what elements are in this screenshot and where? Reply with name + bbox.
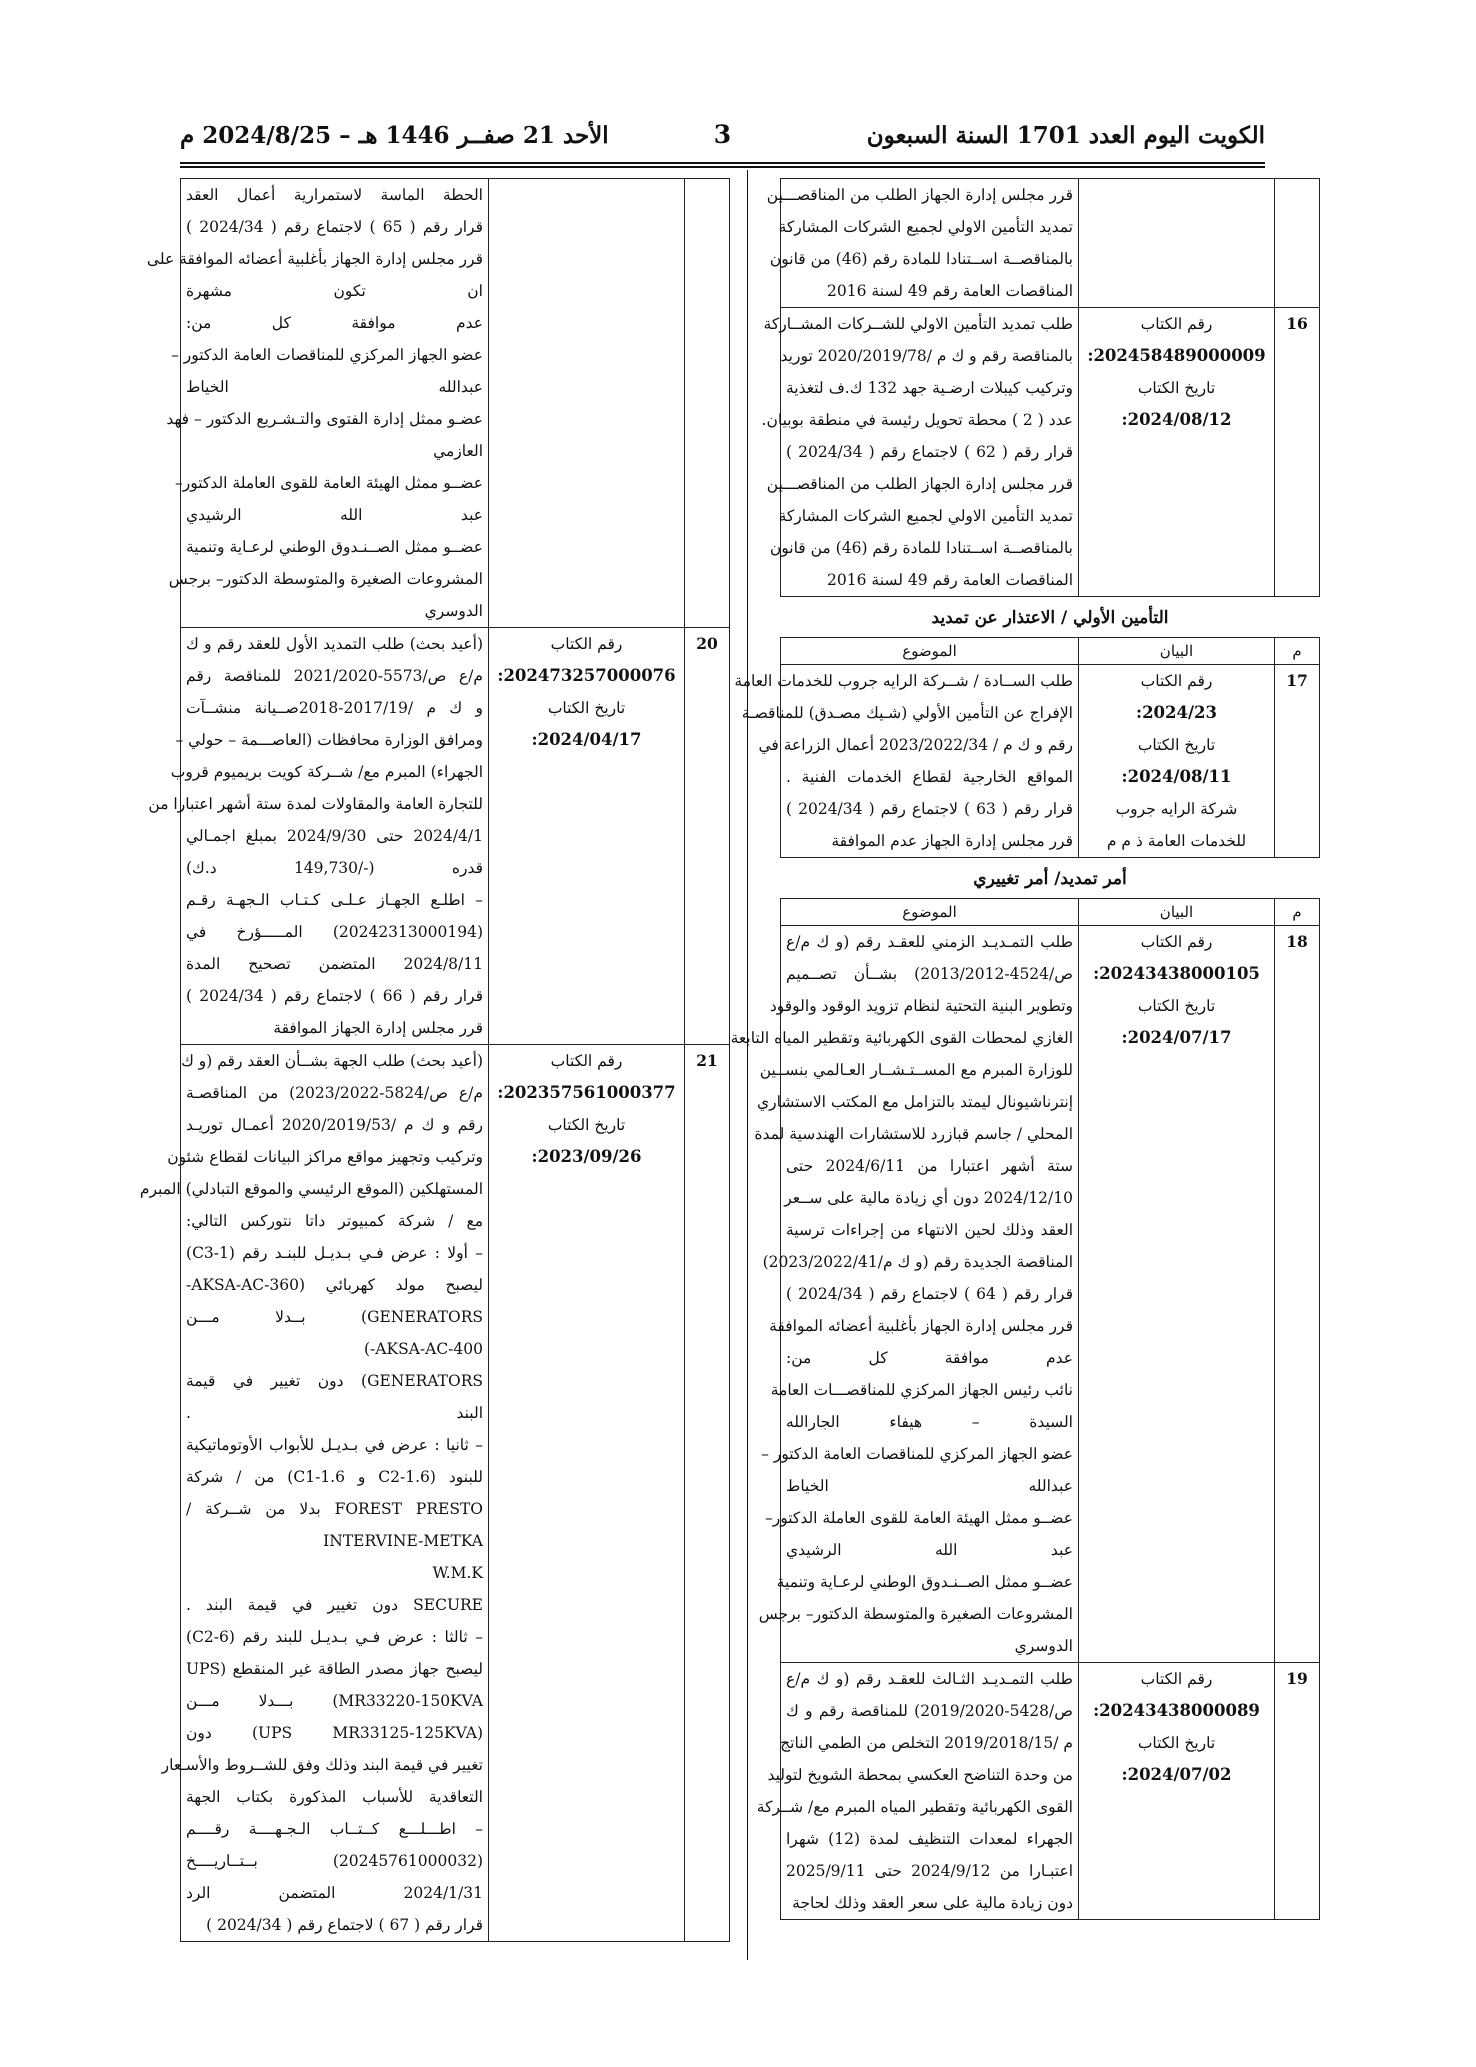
decisions-table-4 (139, 178, 730, 1942)
text-line: قرار رقم ( 62 ) لاجتماع رقم ( 2024/34 ) (786, 443, 1073, 461)
statement-cell (489, 628, 685, 1045)
statement-label: للخدمات العامة ذ م م (1106, 832, 1247, 850)
text-line: المناقصات العامة رقم 49 لسنة 2016 (827, 282, 1073, 300)
text-line: العقد وذلك لحين الانتهاء من إجراءات ترسية (786, 1221, 1073, 1239)
table-row (181, 179, 730, 628)
row-number: 21 (685, 1045, 730, 1942)
text-line: 2024/4/1 حتى 2024/9/30 بمبلغ اجمـالي (186, 827, 483, 845)
text-line: AKSA-AC-400-) (364, 1340, 483, 1358)
statement-cell (1079, 926, 1275, 1663)
text-line: الدوسري (1014, 1637, 1073, 1655)
text-line: عبد الله الرشيدي (786, 1541, 1073, 1559)
text-line: نائب رئيس الجهاز المركزي للمناقصـــات العامة (770, 1381, 1073, 1399)
statement-label: تاريخ الكتاب (547, 699, 626, 717)
subject-cell (146, 179, 489, 628)
section-title: التأمين الأولي / الاعتذار عن تمديد (931, 608, 1169, 628)
statement-label: تاريخ الكتاب (1137, 1734, 1216, 1752)
text-line: عضــو ممثل الصــنـدوق الوطني لرعـاية وتنمية (186, 538, 483, 556)
text-line: م/ع ص/5573-2021/2020 للمناقصة رقم (186, 667, 483, 685)
statement-cell (1079, 665, 1275, 858)
text-line: قرار رقم ( 64 ) لاجتماع رقم ( 2024/34 ) (786, 1285, 1073, 1303)
text-line: الحطة الماسة لاستمرارية أعمال العقد (186, 186, 483, 204)
text-line: قرار رقم ( 63 ) لاجتماع رقم ( 2024/34 ) (786, 800, 1073, 818)
statement-value: 2023/09/26: (531, 1147, 642, 1166)
text-line: طلب التمـديـد الثـالث للعقـد رقم (و ك م/ع (786, 1670, 1073, 1688)
text-line: وتركيب كيبلات ارضـية جهد 132 ك.ف لتغذية (786, 379, 1073, 397)
text-line: (20242313000194) المـــــؤرخ في (186, 923, 483, 941)
subject-cell (730, 926, 1079, 1663)
text-line: 2024/12/10 دون أي زيادة مالية على ســعر (784, 1189, 1073, 1207)
text-line: المستهلكين (الموقع الرئيسي والموقع التبادلي) المبرم (139, 1180, 483, 1198)
text-line: المواقع الخارجية لقطاع الخدمات الفنية . (786, 768, 1073, 786)
text-line: الدوسري (424, 602, 483, 620)
text-line: الجهراء لمعدات التنظيف لمدة (12) شهرا (786, 1830, 1073, 1848)
text-line: قرر مجلس إدارة الجهاز الطلب من المناقصـــين (766, 475, 1073, 493)
table-row (181, 628, 730, 1045)
table-row (781, 1663, 1320, 1920)
text-line: W.M.K (432, 1564, 483, 1582)
text-line: عبدالله الخياط (786, 1477, 1073, 1495)
row-number-cell (685, 179, 730, 628)
text-line: المحلي / جاسم قبازرد للاستشارات الهندسية لمدة (754, 1125, 1073, 1143)
text-line: عبد الله الرشيدي (186, 506, 483, 524)
row-number: 20 (685, 628, 730, 1045)
text-line: البند . (186, 1404, 483, 1422)
statement-value: 2024/23: (1135, 703, 1217, 722)
statement-value: 2024/07/02: (1121, 1765, 1232, 1784)
text-line: عضــو ممثل الهيئة العامة للقوى العاملة الدكتور– (175, 474, 483, 492)
header-issue: الكويت اليوم العدد 1701 السنة السبعون (866, 122, 1265, 149)
text-line: رقم و ك م /2020/2019/53 أعمـال توريـد (186, 1116, 483, 1134)
text-line: ص/5428-2019/2020) للمناقصة رقم و ك (786, 1702, 1073, 1720)
row-number: 19 (1275, 1663, 1320, 1920)
column-divider (747, 170, 748, 1960)
text-line: (أعيد بحث) طلب الجهة بشــأن العقد رقم (و ك (181, 1052, 483, 1070)
decisions-table-1 (761, 178, 1320, 597)
text-line: إنترناشيونال ليمتد بالتزامل مع المكتب الاستشاري (757, 1093, 1073, 1111)
statement-cell (489, 179, 685, 628)
row-number-cell (1275, 179, 1320, 308)
table-header-row (781, 638, 1320, 665)
decisions-table-3 (730, 898, 1320, 1920)
subject-cell (148, 628, 489, 1045)
text-line: ان تكون مشهرة (186, 282, 483, 300)
text-line: 2024/8/11 المتضمن تصحيح المدة (186, 955, 483, 973)
statement-cell (489, 1045, 685, 1942)
table-row (781, 308, 1320, 597)
text-line: وتركيب وتجهيز مواقع مراكز البيانات لقطاع شئون (167, 1148, 483, 1166)
text-line: عضــو ممثل الهيئة العامة للقوى العاملة الدكتور– (765, 1509, 1073, 1527)
text-line: ليصبح جهاز مصدر الطاقة غير المنقطع (UPS (186, 1660, 483, 1678)
text-line: الغازي لمحطات القوى الكهربائية وتقطير المياه التابعة (730, 1029, 1073, 1047)
text-line: – ثانيا : عرض في بـديـل للأبواب الأوتوماتيكية (186, 1436, 483, 1454)
statement-cell (1079, 1663, 1275, 1920)
statement-value: 202458489000009: (1087, 346, 1266, 365)
statement-cell (1079, 308, 1275, 597)
statement-label: تاريخ الكتاب (547, 1116, 626, 1134)
right-column (730, 178, 1320, 1920)
text-line: قرار رقم ( 65 ) لاجتماع رقم ( 2024/34 ) (186, 218, 483, 236)
statement-value: 2024/07/17: (1121, 1028, 1232, 1047)
text-line: بالمناقصــة اســتنادا للمادة رقم (46) من قانون (769, 250, 1073, 268)
text-line: قرر مجلس إدارة الجهاز بأغلبية أعضائه الموافقة على (146, 250, 483, 268)
text-line: (20245761000032) بــتــاريــــخ (186, 1852, 483, 1870)
text-line: – اطـــلـــع كــتــاب الـجـهــــة رقــــم (186, 1820, 483, 1838)
text-line: و ك م /2017/19-2018صــيانة منشــآت (186, 699, 483, 717)
text-line: 2024/1/31 المتضمن الرد (186, 1884, 483, 1902)
text-line: رقم و ك م / 2023/2022/34 أعمال الزراعة في (758, 736, 1073, 754)
text-line: ستة أشهر اعتبارا من 2024/6/11 حتى (786, 1157, 1073, 1175)
text-line: قرار رقم ( 67 ) لاجتماع رقم ( 2024/34 ) (206, 1916, 483, 1934)
text-line: المشروعات الصغيرة والمتوسطة الدكتور– برجس (758, 1605, 1073, 1623)
decisions-table-2 (734, 637, 1320, 858)
text-line: عضو الجهاز المركزي للمناقصات العامة الدكتور – (761, 1445, 1073, 1463)
text-line: طلب التمـديـد الزمني للعقـد رقم (و ك م/ع (786, 933, 1073, 951)
table-row (781, 179, 1320, 308)
statement-label: شركة الرايه جروب (1115, 800, 1238, 818)
col-header-bayan: البيان (1079, 899, 1275, 926)
text-line: قرر مجلس إدارة الجهاز الموافقة (273, 1019, 483, 1037)
text-line: – أولا : عرض فـي بـديـل للبنـد رقم (C3-1) (186, 1244, 483, 1262)
text-line: للوزارة المبرم مع المســتـشــار العـالمي بنســين (759, 1061, 1073, 1079)
statement-label: تاريخ الكتاب (1137, 379, 1216, 397)
statement-label: رقم الكتاب (1140, 672, 1213, 690)
table-row (781, 665, 1320, 858)
text-line: تغيير في قيمة البند وذلك وفق للشــروط والأسـعار (161, 1756, 483, 1774)
text-line: تمديد التأمين الاولي لجميع الشركات المشاركة (778, 507, 1073, 525)
row-number: 18 (1275, 926, 1320, 1663)
statement-value: 20243438000105: (1093, 964, 1260, 983)
text-line: (أعيد بحث) طلب التمديد الأول للعقد رقم و ك (186, 635, 483, 653)
statement-label: تاريخ الكتاب (1137, 997, 1216, 1015)
text-line: المناقصات العامة رقم 49 لسنة 2016 (827, 571, 1073, 589)
statement-label: رقم الكتاب (1140, 933, 1213, 951)
text-line: INTERVINE-METKA (323, 1532, 483, 1550)
text-line: وتطوير البنية التحتية لنظام تزويد الوقود والوقود (769, 997, 1073, 1015)
text-line: قرار رقم ( 66 ) لاجتماع رقم ( 2024/34 ) (186, 987, 483, 1005)
subject-cell (139, 1045, 489, 1942)
text-line: عبدالله الخياط (186, 378, 483, 396)
text-line: الإفراج عن التأمين الأولي (شـيك مصـدق) للمناقصـة (741, 704, 1073, 722)
text-line: طلب تمديد التأمين الاولي للشــركات المشــاركة (763, 315, 1073, 333)
statement-value: 2024/04/17: (531, 730, 642, 749)
text-line: بالمناقصــة اســتنادا للمادة رقم (46) من قانون (769, 539, 1073, 557)
statement-value: 20243438000089: (1093, 1701, 1260, 1720)
table-header-row (781, 899, 1320, 926)
statement-cell (1079, 179, 1275, 308)
text-line: عضــو ممثل الصــنـدوق الوطني لرعـاية وتنمية (776, 1573, 1073, 1591)
text-line: تمديد التأمين الاولي لجميع الشركات المشاركة (778, 218, 1073, 236)
section-title: أمر تمديد/ أمر تغييري (973, 869, 1127, 889)
text-line: – اطلـع الجهـاز عـلـى كـتـاب الـجهـة رقـم (186, 891, 483, 909)
table-row (181, 1045, 730, 1942)
statement-value: 202357561000377: (497, 1083, 676, 1102)
header-page-number: 3 (713, 120, 732, 149)
text-line: عدم موافقة كل من: (186, 314, 483, 332)
text-line: ص/4524-2013/2012) بشــأن تصــميم (786, 965, 1073, 983)
text-line: المشروعات الصغيرة والمتوسطة الدكتور– برجس (168, 570, 483, 588)
text-line: MR33220-150KVA) بـــدلا مـــن (186, 1692, 483, 1710)
table-row (781, 926, 1320, 1663)
text-line: السيدة – هيفاء الجارالله (786, 1413, 1073, 1431)
text-line: عضو الجهاز المركزي للمناقصات العامة الدكتور – (171, 346, 483, 364)
text-line: القوى الكهربائية وتقطير المياه المبرم مع/ شــركة (756, 1798, 1073, 1816)
statement-label: رقم الكتاب (550, 1052, 623, 1070)
statement-label: رقم الكتاب (550, 635, 623, 653)
statement-value: 2024/08/11: (1121, 767, 1232, 786)
text-line: عدد ( 2 ) محطة تحويل رئيسة في منطقة بوبيان. (761, 411, 1073, 429)
text-line: قرر مجلس إدارة الجهاز بأغلبية أعضائه الموافقة (769, 1317, 1073, 1335)
statement-value: 202473257000076: (497, 666, 676, 685)
row-number: 16 (1275, 308, 1320, 597)
text-line: للتجارة العامة والمقاولات لمدة ستة أشهر اعتبارا من (148, 795, 483, 813)
text-line: ليصبح مولد كهربائي (AKSA-AC-360- (186, 1276, 483, 1294)
text-line: اعتبـارا من 2024/9/12 حتى 2025/9/11 (786, 1862, 1073, 1880)
text-line: قدره (-/149,730 د.ك) (186, 859, 483, 877)
text-line: من وحدة التناضح العكسي بمحطة الشويخ لتوليد (767, 1766, 1073, 1784)
subject-cell (756, 1663, 1079, 1920)
col-header-m: م (1275, 638, 1320, 665)
header-rule (180, 162, 1265, 164)
text-line: (UPS MR33125-125KVA) دون (186, 1724, 483, 1742)
text-line: ومرافق الوزارة محافظات (العاصـــمة – حولي – (175, 731, 483, 749)
text-line: عدم موافقة كل من: (786, 1349, 1073, 1367)
text-line: مع / شركة كمبيوتر داتا نتوركس التالي: (186, 1212, 483, 1230)
text-line: GENERATORS) بــدلا مـــن (186, 1308, 483, 1326)
text-line: التعاقدية للأسباب المذكورة بكتاب الجهة (186, 1788, 483, 1806)
text-line: GENERATORS) دون تغيير في قيمة (186, 1372, 483, 1390)
text-line: م /2019/2018/15 التخلص من الطمي الناتج (780, 1734, 1073, 1752)
page-header (180, 118, 1265, 158)
text-line: للبنود (C2-1.6 و C1-1.6) من / شركة (186, 1468, 483, 1486)
col-header-subject: الموضوع (781, 899, 1079, 926)
statement-label: رقم الكتاب (1140, 315, 1213, 333)
text-line: الجهراء) المبرم مع/ شــركة كويت بريميوم قروب (170, 763, 483, 781)
text-line: عضـو ممثل إدارة الفتوى والتـشـريع الدكتور – فهد (166, 410, 483, 428)
statement-label: رقم الكتاب (1140, 1670, 1213, 1688)
text-line: م/ع ص/5824-2023/2022) من المناقصـة (186, 1084, 483, 1102)
col-header-bayan: البيان (1079, 638, 1275, 665)
header-rule-2 (180, 166, 1265, 168)
text-line: قرر مجلس إدارة الجهاز الطلب من المناقصـــين (766, 186, 1073, 204)
text-line: SECURE دون تغيير في قيمة البند . (186, 1596, 483, 1614)
text-line: – ثالثا : عرض فـي بـديـل للبند رقم (C2-6) (186, 1628, 483, 1646)
text-line: FOREST PRESTO بدلا من شــركة / (186, 1500, 483, 1518)
text-line: المناقصة الجديدة رقم (و ك م/2023/2022/41) (762, 1253, 1073, 1271)
header-date: الأحد 21 صفــر 1446 هـ – 2024/8/25 م (180, 122, 609, 149)
text-line: العازمي (433, 442, 483, 460)
statement-value: 2024/08/12: (1121, 410, 1232, 429)
text-line: دون زيادة مالية على سعر العقد وذلك لحاجة (792, 1894, 1073, 1912)
statement-label: تاريخ الكتاب (1137, 736, 1216, 754)
row-number: 17 (1275, 665, 1320, 858)
text-line: بالمناقصة رقم و ك م /2020/2019/78 توريد (780, 347, 1073, 365)
text-line: طلب الســادة / شــركة الرايه جروب للخدمات العامة (734, 672, 1073, 690)
text-line: قرر مجلس إدارة الجهاز عدم الموافقة (831, 832, 1073, 850)
col-header-subject: الموضوع (781, 638, 1079, 665)
col-header-m: م (1275, 899, 1320, 926)
subject-cell (761, 308, 1079, 597)
subject-cell (766, 179, 1079, 308)
subject-cell (734, 665, 1079, 858)
left-column (139, 178, 730, 1942)
